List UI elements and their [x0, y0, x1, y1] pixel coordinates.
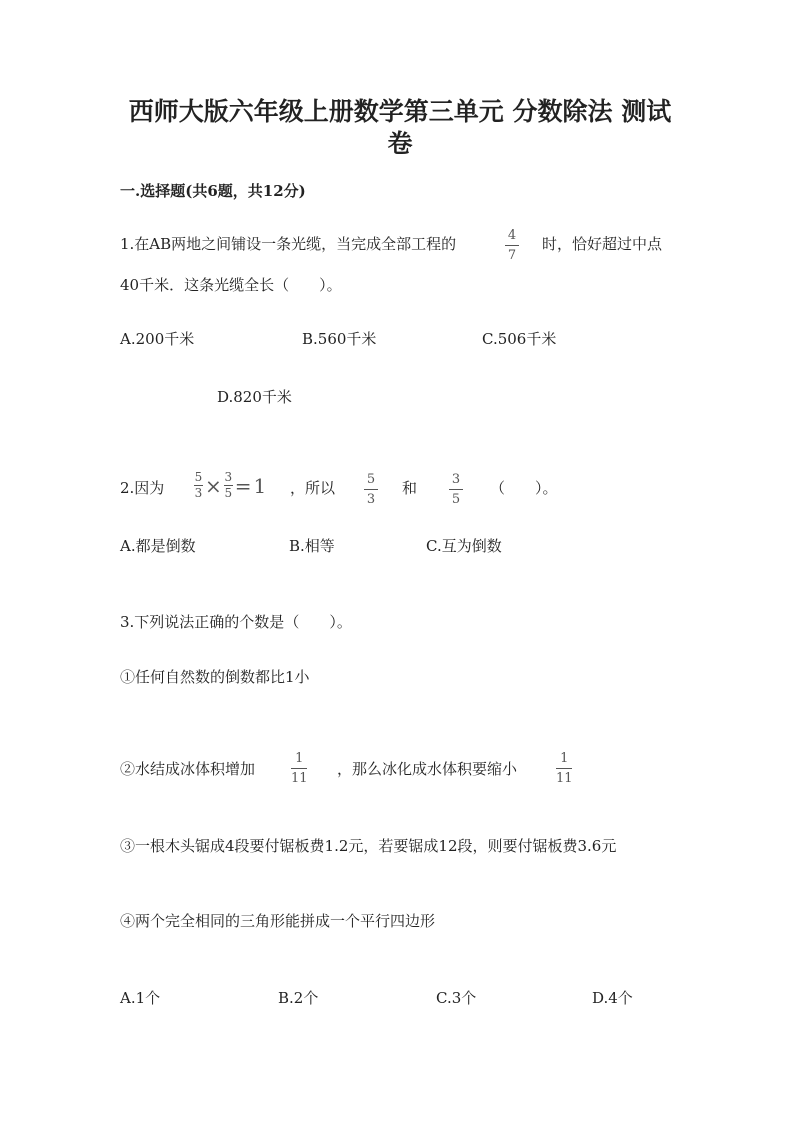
- q2-formula-fraction-1: [194, 471, 203, 500]
- fraction-bar: [364, 489, 378, 490]
- title-line-2: 卷: [387, 129, 413, 158]
- q3-statement-2-b: ，那么冰化成水体积要缩小: [337, 760, 518, 778]
- fraction-bar: [449, 489, 463, 490]
- numerator: 3: [451, 472, 461, 487]
- q2-formula: [194, 471, 266, 500]
- q3-statement-1: ①任何自然数的倒数都比1小: [120, 668, 310, 686]
- q1-fraction-denominator: 7: [507, 248, 517, 263]
- q1-fraction: [505, 228, 519, 263]
- q2-text-b: ，所以: [290, 479, 336, 497]
- title-line-1: 西师大版六年级上册数学第三单元 分数除法 测试: [128, 97, 672, 126]
- q1-option-a[interactable]: A.200千米: [120, 330, 195, 348]
- times-sign: ×: [205, 473, 222, 498]
- q2-option-c[interactable]: C.互为倒数: [426, 537, 502, 555]
- q1-option-d[interactable]: D.820千米: [217, 388, 292, 406]
- denominator: 11: [291, 771, 308, 786]
- denominator: 3: [194, 486, 203, 500]
- q3-statement-2-fraction-1: [291, 751, 308, 786]
- q3-statement-3: ③一根木头锯成4段要付锯板费1.2元，若要锯成12段，则要付锯板费3.6元: [120, 837, 617, 855]
- q1-option-c[interactable]: C.506千米: [482, 330, 557, 348]
- numerator: 5: [194, 470, 203, 484]
- page-title: [110, 96, 690, 160]
- q3-option-d[interactable]: D.4个: [592, 989, 633, 1007]
- q3-statement-2-a: ②水结成冰体积增加: [120, 760, 256, 778]
- q2-option-b[interactable]: B.相等: [289, 537, 335, 555]
- q3-text: 3.下列说法正确的个数是（ ）。: [120, 613, 352, 631]
- denominator: 11: [556, 771, 573, 786]
- q3-statement-2-fraction-2: [556, 751, 573, 786]
- q3-option-b[interactable]: B.2个: [278, 989, 319, 1007]
- q2-fraction-2: [449, 472, 463, 507]
- q1-text-c: 40千米．这条光缆全长（ ）。: [120, 276, 342, 294]
- q1-option-b[interactable]: B.560千米: [302, 330, 377, 348]
- q2-fraction-1: [364, 472, 378, 507]
- equals-sign: =: [234, 473, 252, 498]
- q2-text-c: （ ）。: [490, 479, 558, 497]
- q1-fraction-numerator: 4: [507, 228, 517, 243]
- denominator: 3: [366, 492, 376, 507]
- numerator: 5: [366, 472, 376, 487]
- q3-option-a[interactable]: A.1个: [120, 989, 161, 1007]
- numerator: 1: [560, 751, 569, 766]
- section-heading: 一.选择题(共6题，共12分): [120, 182, 306, 200]
- q2-text-and: 和: [402, 479, 418, 497]
- denominator: 5: [224, 486, 233, 500]
- denominator: 5: [451, 492, 461, 507]
- q2-option-a[interactable]: A.都是倒数: [120, 537, 196, 555]
- q1-text-b: 时，恰好超过中点: [542, 235, 663, 253]
- fraction-bar: [505, 245, 519, 246]
- formula-result: 1: [253, 473, 267, 498]
- q3-option-c[interactable]: C.3个: [436, 989, 477, 1007]
- numerator: 3: [224, 470, 233, 484]
- numerator: 1: [295, 751, 304, 766]
- q3-statement-4: ④两个完全相同的三角形能拼成一个平行四边形: [120, 912, 436, 930]
- q1-text-a: 1.在AB两地之间铺设一条光缆，当完成全部工程的: [120, 235, 457, 253]
- fraction-bar: [556, 768, 572, 769]
- q2-formula-fraction-2: [224, 471, 233, 500]
- fraction-bar: [291, 768, 307, 769]
- q2-text-a: 2.因为: [120, 479, 165, 497]
